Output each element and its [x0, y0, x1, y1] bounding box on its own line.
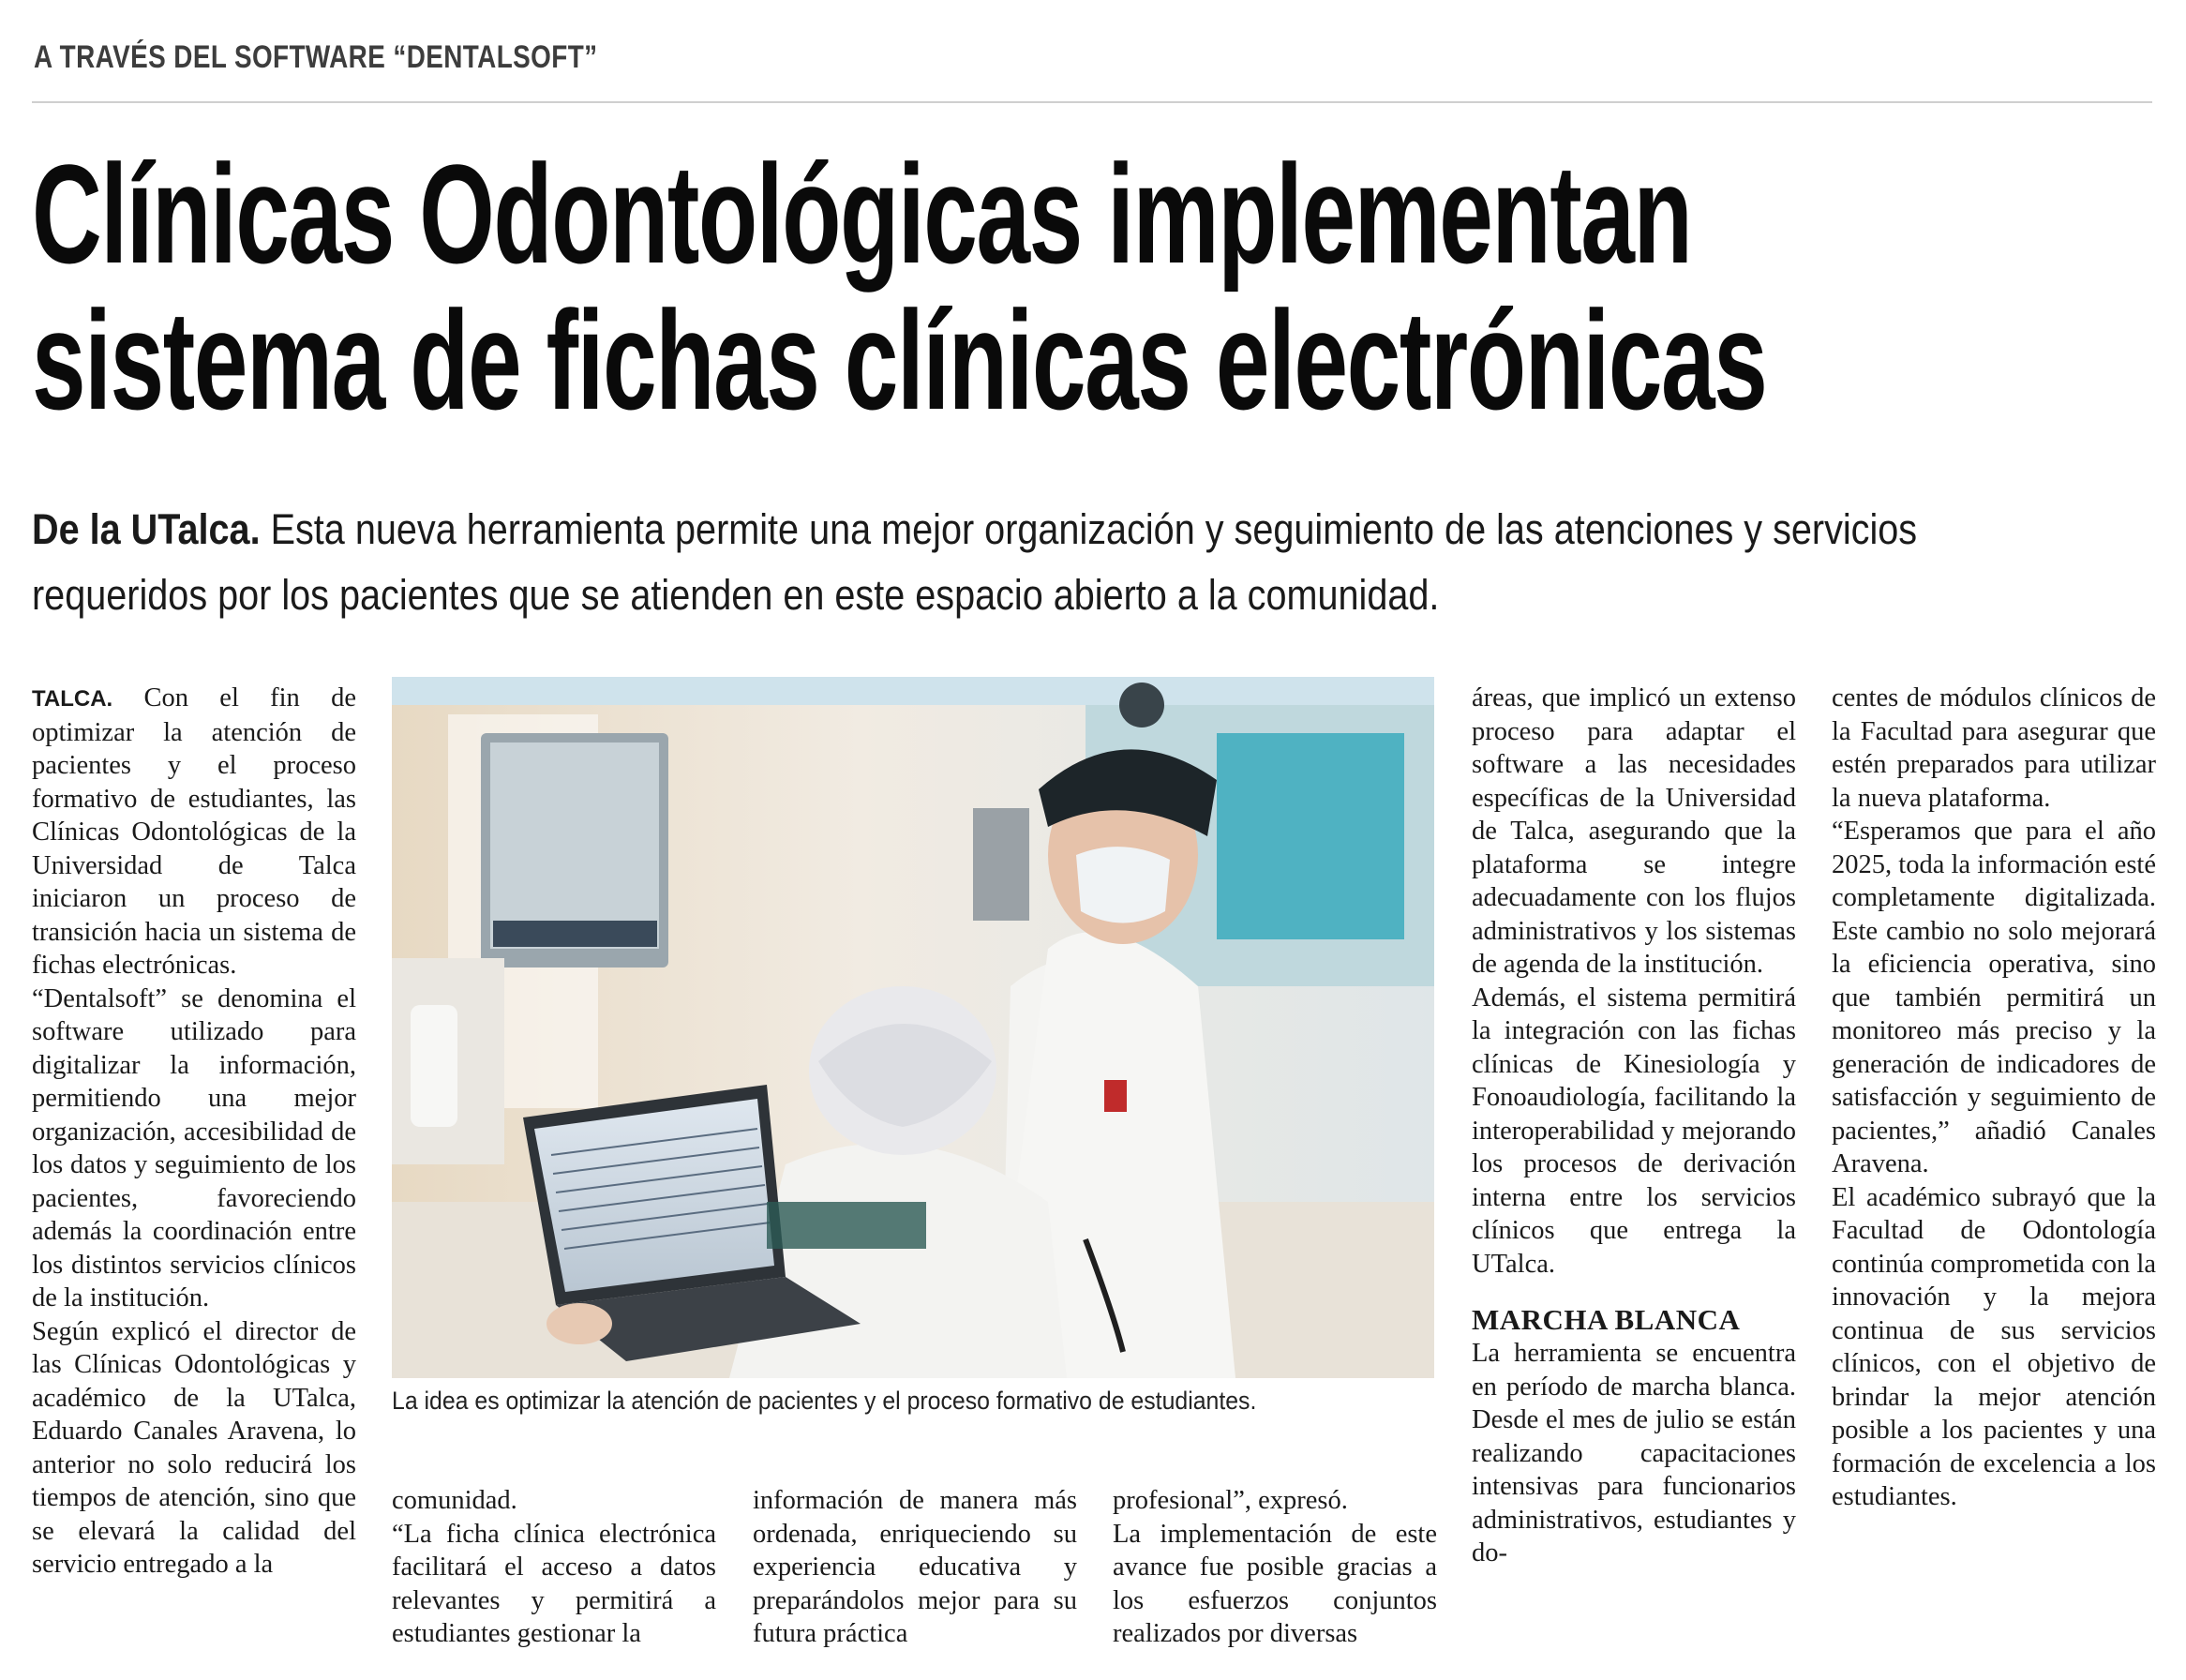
- article-column-3: [753, 1484, 1077, 1651]
- kicker: A TRAVÉS DEL SOFTWARE “DENTALSOFT”: [34, 39, 598, 75]
- paragraph: comunidad.: [392, 1486, 517, 1515]
- paragraph: centes de módulos clínicos de la Facultad para asegurar que estén preparados para utilizar la nueva plataforma.: [1832, 683, 2156, 813]
- headline-line-2: sistema de fichas clínicas electrónicas: [32, 281, 1767, 439]
- dental-clinic-photo: [392, 677, 1434, 1378]
- deck-line-1: [32, 497, 2094, 562]
- paragraph: “Esperamos que para el año 2025, toda la información esté completamente digitalizada. Este cambio no solo mejorará la eficiencia operativa, sino que también permitirá un monitoreo más preciso y la generación de indicadores de satisfacción y seguimiento de pacientes,” añadió Canales Aravena.: [1832, 817, 2156, 1178]
- paragraph: [32, 682, 356, 982]
- article-column-4: [1113, 1484, 1437, 1651]
- paragraph: Según explicó el director de las Clínicas Odontológicas y académico de la UTalca, Eduardo Canales Aravena, lo anterior no solo reducirá los tiempos de atención, sino que se elevará la calidad del servicio entregado a la: [32, 1316, 356, 1579]
- deck-lead: De la UTalca.: [32, 505, 261, 553]
- paragraph: información de manera más ordenada, enriqueciendo su experiencia educativa y preparándolos mejor para su futura práctica: [753, 1486, 1077, 1648]
- photo-caption: La idea es optimizar la atención de pacientes y el proceso formativo de estudiantes.: [392, 1387, 1257, 1415]
- paragraph: profesional”, expresó.: [1113, 1486, 1348, 1515]
- article-photo: [392, 677, 1434, 1378]
- headline: [32, 135, 1767, 439]
- paragraph: El académico subrayó que la Facultad de Odontología continúa comprometida con la innovación y la mejora continua de sus servicios clínicos, con el objetivo de brindar la mejor atención posible a los pacientes y una formación de excelencia a los estudiantes.: [1832, 1182, 2156, 1511]
- paragraph: La herramienta se encuentra en período de marcha blanca. Desde el mes de julio se están realizando capacitaciones intensivas para funcionarios administrativos, estudiantes y do-: [1472, 1339, 1796, 1568]
- dateline: TALCA.: [32, 686, 113, 712]
- paragraph: Además, el sistema permitirá la integración con las fichas clínicas de Kinesiología y Fonoaudiología, facilitando la interoperabilidad y mejorando los procesos de derivación interna entre los servicios clínicos que entrega la UTalca.: [1472, 982, 1796, 1279]
- paragraph-text: Con el fin de optimizar la atención de pacientes y el proceso formativo de estudiantes, las Clínicas Odontológicas de la Universidad de Talca iniciaron un proceso de transición hacia un sistema de fichas electrónicas.: [32, 683, 356, 980]
- article-column-2: [392, 1484, 716, 1651]
- deck-text-1: Esta nueva herramienta permite una mejor organización y seguimiento de las atenciones y servicios: [260, 505, 1918, 553]
- article-column-1: [32, 682, 356, 1582]
- headline-line-1: Clínicas Odontológicas implementan: [32, 135, 1692, 292]
- paragraph: “La ficha clínica electrónica facilitará el acceso a datos relevantes y permitirá a estudiantes gestionar la: [392, 1519, 716, 1648]
- article-column-5: [1472, 682, 1796, 1570]
- divider: [32, 101, 2152, 103]
- paragraph: La implementación de este avance fue posible gracias a los esfuerzos conjuntos realizados por diversas: [1113, 1519, 1437, 1648]
- section-subhead: MARCHA BLANCA: [1472, 1303, 1741, 1336]
- paragraph: “Dentalsoft” se denomina el software utilizado para digitalizar la información, permitiendo una mejor organización, accesibilidad de los datos y seguimiento de los pacientes, favoreciendo además la coordinación entre los distintos servicios clínicos de la institución.: [32, 983, 356, 1312]
- deck: [32, 497, 2094, 628]
- article-column-6: [1832, 682, 2156, 1514]
- deck-line-2: requeridos por los pacientes que se atienden en este espacio abierto a la comunidad.: [32, 571, 1440, 619]
- paragraph: áreas, que implicó un extenso proceso para adaptar el software a las necesidades específicas de la Universidad de Talca, asegurando que la plataforma se integre adecuadamente con los flujos administrativos y los sistemas de agenda de la institución.: [1472, 683, 1796, 979]
